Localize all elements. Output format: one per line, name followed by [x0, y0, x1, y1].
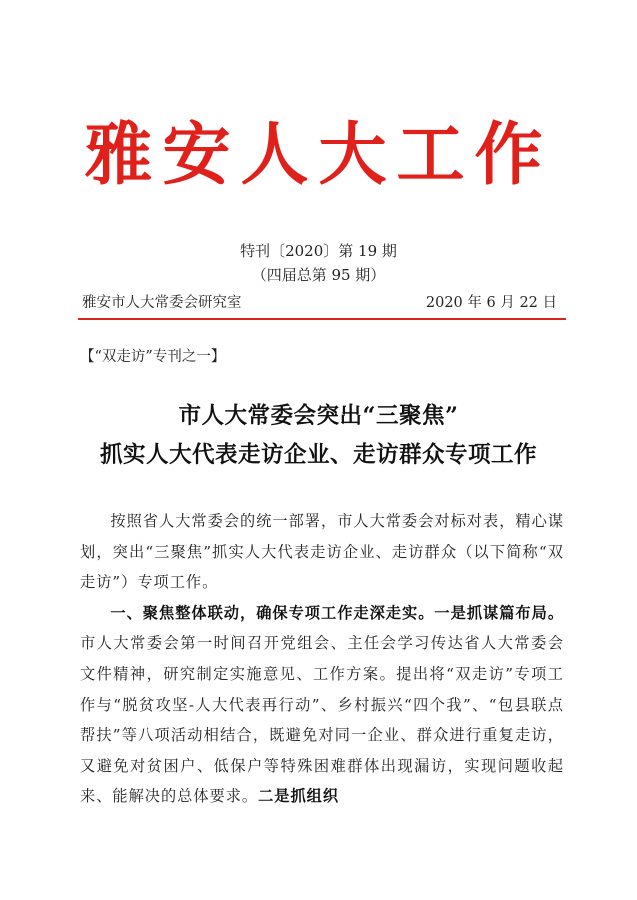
issue-number: 特刊〔2020〕第 19 期	[240, 242, 397, 260]
paragraph-intro: 按照省人大常委会的统一部署，市人大常委会对标对表，精心谋划，突出“三聚焦”抓实人大代表走访企业、走访群众（以下简称“双走访”）专项工作。	[80, 512, 564, 592]
subsection-heading-1: 一是抓谋篇布局。	[434, 603, 565, 622]
section-text: 市人大常委会第一时间召开党组会、主任会学习传达省人大常委会文件精神，研究制定实施意见、工作方案。提出将“双走访”专项工作与“脱贫攻坚-人大代表再行动”、乡村振兴“四个我”、“包县联点帮扶”等八项活动相结合，既避免对同一企业、群众进行重复走访，又避免对贫困户、低保户等特殊困难群体出现漏访，实现问题收起来、能解决的总体要求。	[80, 634, 564, 806]
masthead-title: 雅安人大工作	[84, 115, 553, 195]
section-heading: 一、聚焦整体联动，确保专项工作走深走实。	[110, 603, 435, 622]
publisher-org: 雅安市人大常委会研究室	[82, 295, 242, 311]
series-tag: 【“双走访”专刊之一】	[80, 349, 226, 365]
headline-line-1: 市人大常委会突出“三聚焦”	[178, 403, 459, 429]
headline-line-2: 抓实人大代表走访企业、走访群众专项工作	[99, 442, 537, 468]
issue-total-number: （四届总第 95 期）	[251, 266, 386, 284]
red-divider-rule	[78, 318, 566, 320]
publish-date: 2020 年 6 月 22 日	[425, 295, 557, 311]
paragraph-section-1	[80, 598, 564, 812]
article-body	[80, 506, 564, 812]
subsection-heading-2: 二是抓组织	[258, 787, 339, 806]
